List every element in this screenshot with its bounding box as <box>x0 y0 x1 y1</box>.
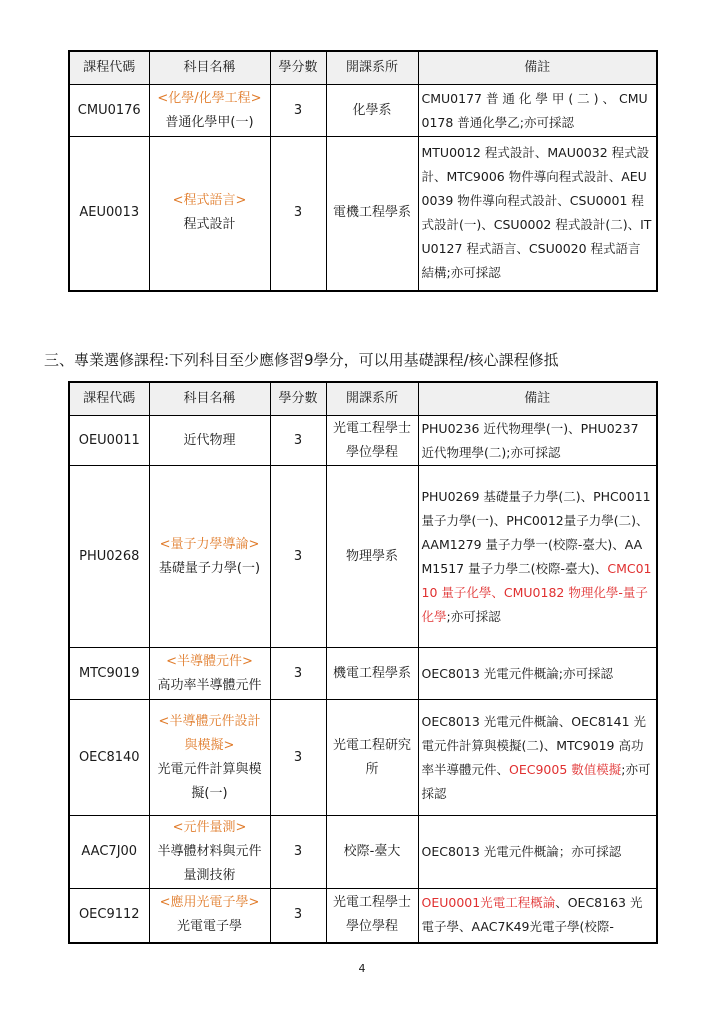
header-department: 開課系所 <box>326 382 418 416</box>
course-notes <box>418 416 657 466</box>
course-code: OEU0011 <box>69 416 149 466</box>
course-name-cell <box>149 137 270 291</box>
course-department: 光電工程研究所 <box>326 700 418 816</box>
note-text: ;亦可採認 <box>446 608 501 624</box>
header-notes: 備註 <box>418 382 657 416</box>
page-number: 4 <box>358 962 366 975</box>
course-name-cell <box>149 416 270 466</box>
course-category: <量子力學導論> <box>159 536 260 552</box>
course-name: 近代物理 <box>183 432 236 448</box>
header-course-name: 科目名稱 <box>149 51 270 85</box>
course-name-cell <box>149 889 270 943</box>
course-name-cell <box>149 648 270 700</box>
course-name: 高功率半導體元件 <box>157 677 262 693</box>
course-department: 光電工程學士學位學程 <box>326 416 418 466</box>
course-category: <程式語言> <box>172 193 247 209</box>
header-course-code: 課程代碼 <box>69 51 149 85</box>
table-row <box>69 648 657 700</box>
course-code: OEC9112 <box>69 889 149 943</box>
course-department: 機電工程學系 <box>326 648 418 700</box>
course-category: <半導體元件設計與模擬> <box>158 713 261 753</box>
header-course-code: 課程代碼 <box>69 382 149 416</box>
course-category: <元件量測> <box>172 820 247 835</box>
course-department: 校際-臺大 <box>326 816 418 889</box>
table-header-row <box>69 51 657 85</box>
course-category: <應用光電子學> <box>159 895 260 911</box>
course-code: AAC7J00 <box>69 816 149 889</box>
course-name-cell <box>149 85 270 137</box>
table-row <box>69 700 657 816</box>
course-code: OEC8140 <box>69 700 149 816</box>
course-department: 電機工程學系 <box>326 137 418 291</box>
table-row <box>69 416 657 466</box>
note-text: MTU0012 程式設計、MAU0032 程式設計、MTC9006 物件導向程式設計、AEU0039 物件導向程式設計、CSU0001 程式設計(一)、CSU0002 程式設計(二)、ITU0127 程式語言、CSU0020 程式語言結構;亦可採認 <box>421 145 652 281</box>
course-code: MTC9019 <box>69 648 149 700</box>
header-credits: 學分數 <box>270 382 326 416</box>
note-text: OEC8013 光電元件概論;亦可採認 <box>421 665 613 681</box>
course-name: 基礎量子力學(一) <box>158 560 261 576</box>
course-category: <化學/化學工程> <box>157 90 262 106</box>
course-name-cell <box>149 816 270 889</box>
table-row <box>69 85 657 137</box>
course-notes <box>418 700 657 816</box>
section-heading: 三、專業選修課程:下列科目至少應修習9學分，可以用基礎課程/核心課程修抵 <box>44 351 559 369</box>
course-notes <box>418 137 657 291</box>
course-notes <box>418 85 657 137</box>
course-table-elective <box>68 381 658 944</box>
table-row <box>69 466 657 648</box>
course-name: 半導體材料與元件量測技術 <box>157 844 262 883</box>
note-text: 、OEC8163 光電子學、AAC7K49光電子學(校際- <box>421 895 643 935</box>
table-header-row <box>69 382 657 416</box>
note-text: CMU0177 普 通 化 學 甲 ( 二 ) 、 CMU0178 普通化學乙;亦可採認 <box>421 90 648 130</box>
course-table-core <box>68 50 658 292</box>
course-category: <半導體元件> <box>166 653 253 669</box>
course-code: AEU0013 <box>69 137 149 291</box>
course-credits: 3 <box>270 466 326 648</box>
note-highlight: CMC0110 量子化學、CMU0182 物理化學-量子化學 <box>421 560 652 624</box>
table-row <box>69 889 657 943</box>
course-credits: 3 <box>270 416 326 466</box>
course-name: 程式設計 <box>183 217 236 233</box>
course-name-cell <box>149 466 270 648</box>
course-department: 光電工程學士學位學程 <box>326 889 418 943</box>
table-row <box>69 137 657 291</box>
note-text: ;亦可採認 <box>421 761 651 801</box>
table-row <box>69 816 657 889</box>
course-notes <box>418 466 657 648</box>
course-department: 化學系 <box>326 85 418 137</box>
course-name-cell <box>149 700 270 816</box>
note-text: OEC8013 光電元件概論、OEC8141 光電元件計算與模擬(二)、MTC9019 高功率半導體元件、 <box>421 713 646 777</box>
course-name: 普通化學甲(一) <box>165 114 254 130</box>
course-credits: 3 <box>270 700 326 816</box>
course-name: 光電電子學 <box>176 919 242 935</box>
course-credits: 3 <box>270 648 326 700</box>
course-credits: 3 <box>270 85 326 137</box>
note-text: OEC8013 光電元件概論；亦可採認 <box>421 844 622 859</box>
note-text: PHU0269 基礎量子力學(二)、PHC0011量子力學(一)、PHC0012量子力學(二)、AAM1279 量子力學一(校際-臺大)、AAM1517 量子力學二(校際-臺大)、 <box>421 488 651 576</box>
header-department: 開課系所 <box>326 51 418 85</box>
course-code: CMU0176 <box>69 85 149 137</box>
course-credits: 3 <box>270 137 326 291</box>
course-name: 光電元件計算與模擬(一) <box>157 761 262 801</box>
header-course-name: 科目名稱 <box>149 382 270 416</box>
course-credits: 3 <box>270 816 326 889</box>
header-notes: 備註 <box>418 51 657 85</box>
note-text: PHU0236 近代物理學(一)、PHU0237 近代物理學(二);亦可採認 <box>421 420 639 460</box>
note-highlight: OEU0001光電工程概論 <box>421 895 556 911</box>
course-notes <box>418 816 657 889</box>
header-credits: 學分數 <box>270 51 326 85</box>
course-credits: 3 <box>270 889 326 943</box>
note-highlight: OEC9005 數值模擬 <box>509 761 622 777</box>
course-code: PHU0268 <box>69 466 149 648</box>
course-notes <box>418 648 657 700</box>
course-department: 物理學系 <box>326 466 418 648</box>
course-notes <box>418 889 657 943</box>
